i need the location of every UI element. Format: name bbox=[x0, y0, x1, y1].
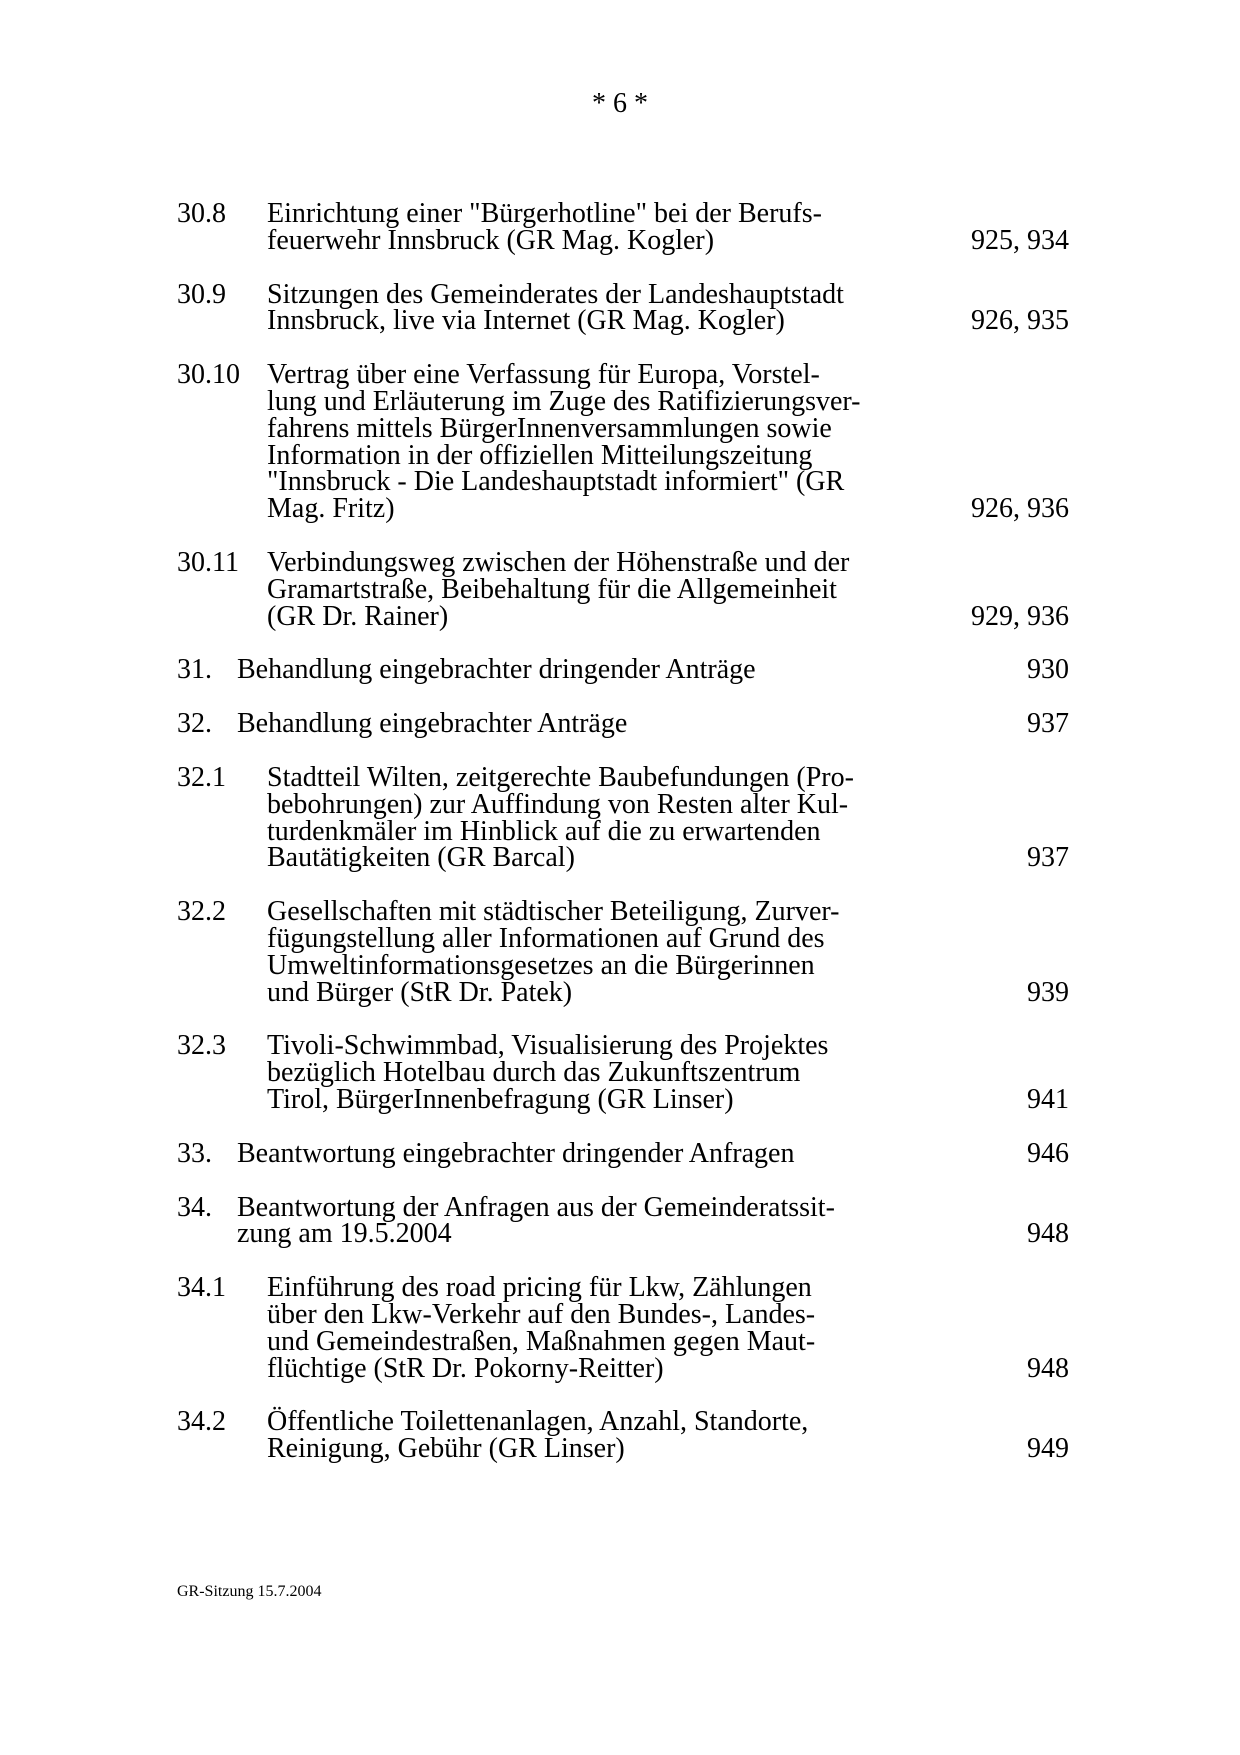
toc-entry-title-line: Öffentliche Toilettenanlagen, Anzahl, Standorte, bbox=[267, 1406, 809, 1438]
toc-entry-title-line: Innsbruck, live via Internet (GR Mag. Kogler) bbox=[267, 305, 785, 337]
toc-entry-pages: 939 bbox=[1027, 976, 1069, 1008]
toc-entry-title-line: Behandlung eingebrachter dringender Anträge bbox=[237, 654, 756, 686]
page-number: * 6 * bbox=[592, 88, 648, 119]
toc-entry-title bbox=[267, 896, 879, 1008]
toc-entry-title bbox=[237, 1137, 879, 1169]
toc-entry-title bbox=[237, 1191, 879, 1250]
toc-entry-title bbox=[267, 761, 879, 874]
toc-entry-number: 34. bbox=[177, 1191, 212, 1223]
toc-entry-title-line: fahrens mittels BürgerInnenversammlungen sowie bbox=[267, 412, 832, 444]
toc-entry-title-line: Tirol, BürgerInnenbefragung (GR Linser) bbox=[267, 1083, 734, 1115]
toc-entry-pages: 941 bbox=[1027, 1083, 1069, 1115]
toc-entry-title-line: über den Lkw-Verkehr auf den Bundes-, Landes- bbox=[267, 1298, 816, 1330]
toc-entry-number: 32.3 bbox=[177, 1030, 226, 1062]
toc-entry-title-line: Stadtteil Wilten, zeitgerechte Baubefundungen (Pro- bbox=[267, 761, 854, 793]
toc-entry-title-line: flüchtige (StR Dr. Pokorny-Reitter) bbox=[267, 1352, 664, 1384]
toc-entry-title-line: Behandlung eingebrachter Anträge bbox=[237, 708, 628, 740]
toc-entry-title-line: und Gemeindestraßen, Maßnahmen gegen Maut- bbox=[267, 1325, 816, 1357]
toc-entry-title-line: zung am 19.5.2004 bbox=[237, 1218, 452, 1250]
toc-entry-pages: 946 bbox=[1027, 1137, 1069, 1169]
toc-entry-title bbox=[267, 1030, 879, 1115]
toc-entry-number: 34.2 bbox=[177, 1406, 226, 1438]
toc-entry-title-line: turdenkmäler im Hinblick auf die zu erwartenden bbox=[267, 815, 821, 847]
toc-entry-title-line: Bautätigkeiten (GR Barcal) bbox=[267, 842, 575, 874]
toc-entry-number: 32.2 bbox=[177, 896, 226, 928]
toc-entry-pages: 926, 936 bbox=[971, 493, 1069, 525]
footer-session-date: GR-Sitzung 15.7.2004 bbox=[177, 1583, 322, 1600]
toc-entry-title-line: Tivoli-Schwimmbad, Visualisierung des Projektes bbox=[267, 1030, 829, 1062]
toc-entry-title-line: Reinigung, Gebühr (GR Linser) bbox=[267, 1433, 625, 1465]
toc-entry bbox=[177, 1272, 1069, 1384]
toc-entry-title bbox=[237, 654, 879, 686]
toc-entry-pages: 948 bbox=[1027, 1352, 1069, 1384]
toc-entry bbox=[177, 654, 1069, 686]
toc-entry-title-line: Mag. Fritz) bbox=[267, 493, 395, 525]
toc-entry-number: 30.10 bbox=[177, 359, 240, 391]
toc-entry-title-line: fügungstellung aller Informationen auf Grund des bbox=[267, 922, 825, 954]
toc-entry-number: 30.9 bbox=[177, 278, 226, 310]
toc-entry-number: 33. bbox=[177, 1137, 212, 1169]
toc-entry-title-line: Information in der offiziellen Mitteilungszeitung bbox=[267, 439, 813, 471]
toc-entry-pages: 948 bbox=[1027, 1218, 1069, 1250]
toc-entry-title bbox=[237, 708, 879, 740]
toc-entry-title-line: Verbindungsweg zwischen der Höhenstraße und der bbox=[267, 546, 850, 578]
toc-entry-number: 30.11 bbox=[177, 546, 239, 578]
toc-entry-number: 32. bbox=[177, 708, 212, 740]
toc-entry-number: 30.8 bbox=[177, 198, 226, 229]
toc-entry bbox=[177, 1406, 1069, 1465]
toc-entry-title-line: Einrichtung einer "Bürgerhotline" bei der Berufs- bbox=[267, 198, 822, 229]
toc-entry-title bbox=[267, 198, 879, 256]
toc-entry bbox=[177, 198, 1069, 256]
toc-entry bbox=[177, 1137, 1069, 1169]
toc-entry bbox=[177, 761, 1069, 874]
toc-entry bbox=[177, 546, 1069, 632]
toc-entry-pages: 929, 936 bbox=[971, 600, 1069, 632]
toc-entry-title-line: bebohrungen) zur Auffindung von Resten alter Kul- bbox=[267, 788, 849, 820]
toc-entry bbox=[177, 1191, 1069, 1250]
toc-entry bbox=[177, 278, 1069, 337]
toc-entry-number: 31. bbox=[177, 654, 212, 686]
toc-entry bbox=[177, 896, 1069, 1008]
table-of-contents bbox=[177, 198, 1069, 1490]
toc-entry-title bbox=[267, 1406, 879, 1465]
toc-entry-title-line: Gramartstraße, Beibehaltung für die Allgemeinheit bbox=[267, 573, 837, 605]
toc-entry-title-line: Vertrag über eine Verfassung für Europa, Vorstel- bbox=[267, 359, 820, 391]
toc-entry-pages: 930 bbox=[1027, 654, 1069, 686]
toc-entry-pages: 925, 934 bbox=[971, 224, 1069, 256]
toc-entry-title-line: Sitzungen des Gemeinderates der Landeshauptstadt bbox=[267, 278, 844, 310]
toc-entry-pages: 949 bbox=[1027, 1433, 1069, 1465]
toc-entry-title-line: Beantwortung eingebrachter dringender Anfragen bbox=[237, 1137, 795, 1169]
toc-entry-number: 32.1 bbox=[177, 761, 226, 793]
toc-entry-number: 34.1 bbox=[177, 1272, 226, 1304]
toc-entry-title bbox=[267, 546, 879, 632]
toc-entry-title bbox=[267, 359, 879, 525]
toc-entry-title-line: (GR Dr. Rainer) bbox=[267, 600, 449, 632]
toc-entry-title-line: Umweltinformationsgesetzes an die Bürgerinnen bbox=[267, 949, 815, 981]
toc-entry-pages: 937 bbox=[1027, 842, 1069, 874]
toc-entry-title bbox=[267, 278, 879, 337]
toc-entry-title-line: lung und Erläuterung im Zuge des Ratifizierungsver- bbox=[267, 385, 861, 417]
toc-entry-title-line: Gesellschaften mit städtischer Beteiligung, Zurver- bbox=[267, 896, 840, 928]
toc-entry-title-line: bezüglich Hotelbau durch das Zukunftszentrum bbox=[267, 1057, 801, 1089]
toc-entry-title-line: Beantwortung der Anfragen aus der Gemeinderatssit- bbox=[237, 1191, 835, 1223]
toc-entry-title-line: und Bürger (StR Dr. Patek) bbox=[267, 976, 573, 1008]
toc-entry-title-line: Einführung des road pricing für Lkw, Zählungen bbox=[267, 1272, 812, 1304]
toc-entry-pages: 937 bbox=[1027, 708, 1069, 740]
toc-entry-title bbox=[267, 1272, 879, 1384]
toc-entry-title-line: feuerwehr Innsbruck (GR Mag. Kogler) bbox=[267, 224, 715, 256]
toc-entry bbox=[177, 1030, 1069, 1115]
toc-entry-title-line: "Innsbruck - Die Landeshauptstadt informiert" (GR bbox=[267, 466, 845, 498]
toc-entry-pages: 926, 935 bbox=[971, 305, 1069, 337]
toc-entry bbox=[177, 708, 1069, 740]
toc-entry bbox=[177, 359, 1069, 525]
